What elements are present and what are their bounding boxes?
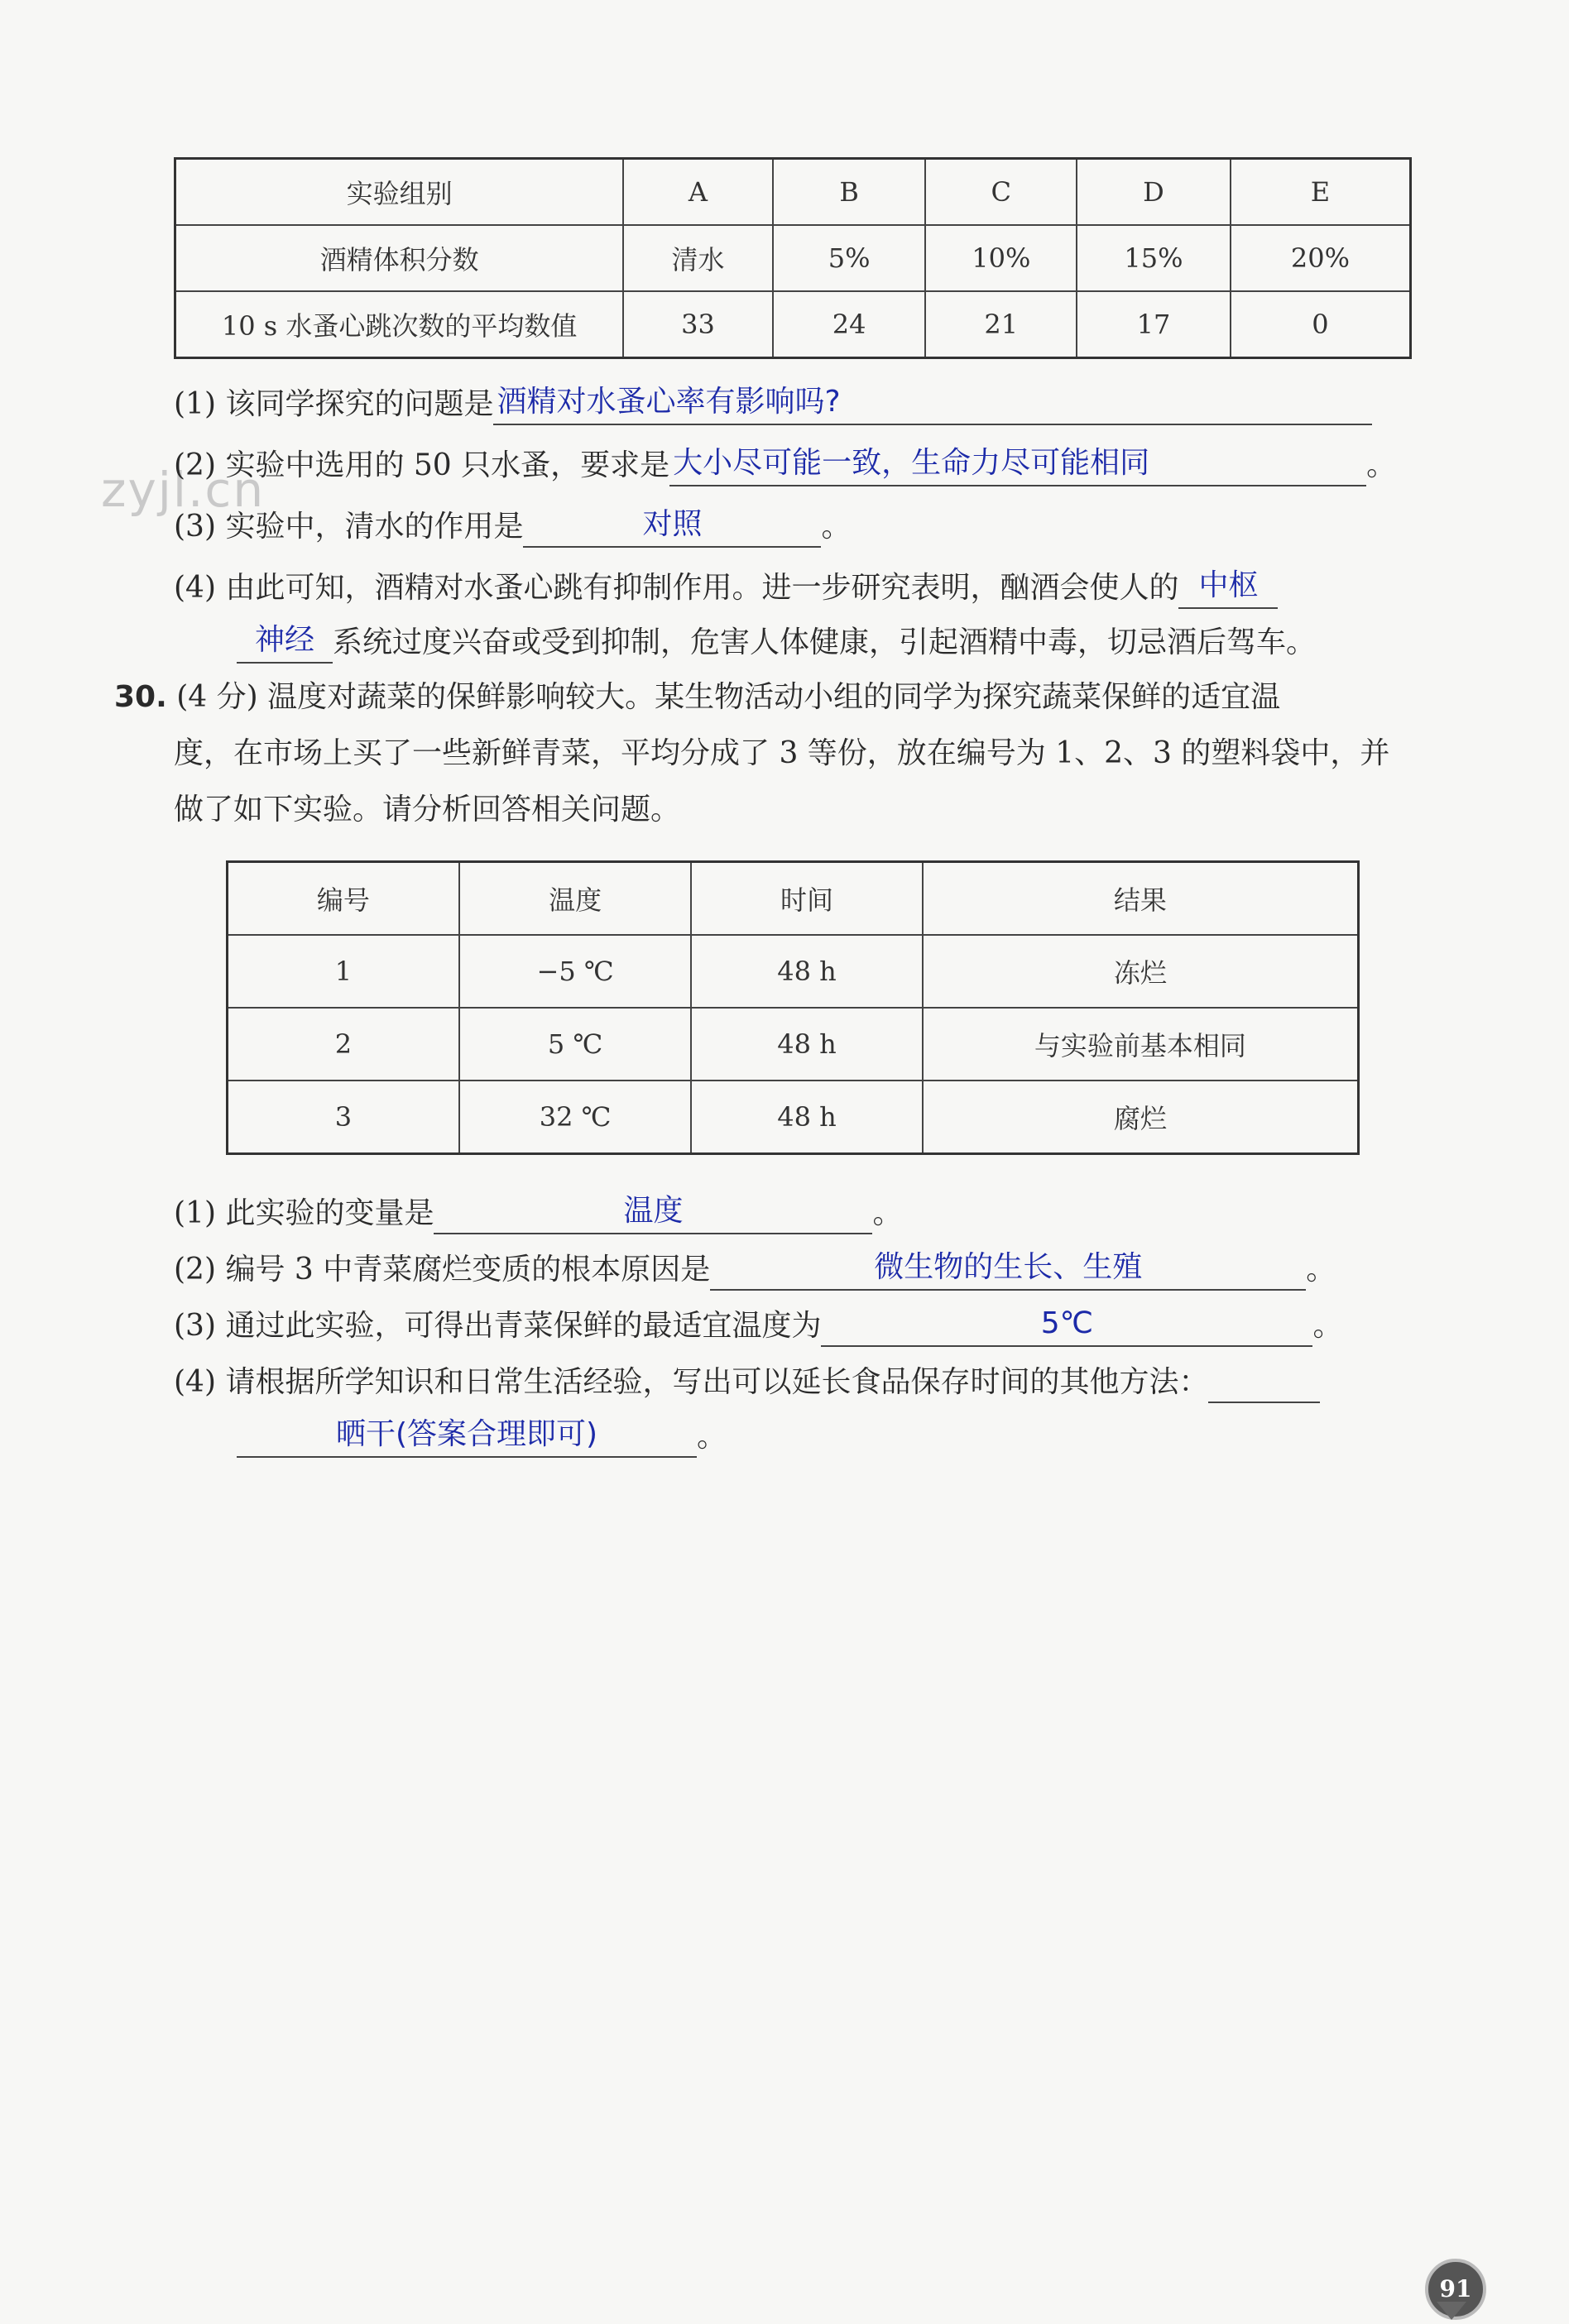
q29-part3	[174, 505, 851, 548]
q29-part4-blank-b[interactable]	[237, 621, 333, 664]
q30-part1-answer: 温度	[623, 1194, 684, 1228]
table-cell: B	[773, 159, 926, 226]
table2-row	[228, 1008, 1359, 1081]
table-cell: 5%	[773, 225, 926, 291]
period: 。	[1306, 1253, 1336, 1287]
q30-intro-line2: 度，在市场上买了一些新鲜青菜，平均分成了 3 等份，放在编号为 1、2、3 的塑料袋中，并	[174, 736, 1390, 770]
q29-part2	[174, 443, 1396, 486]
q30-part2-text: (2) 编号 3 中青菜腐烂变质的根本原因是	[174, 1253, 711, 1287]
table-cell: C	[925, 159, 1077, 226]
table-cell: 2	[228, 1008, 459, 1081]
table-cell: 酒精体积分数	[175, 225, 624, 291]
period: 。	[697, 1420, 727, 1454]
table-cell: 清水	[623, 225, 773, 291]
vegetable-temperature-table	[226, 860, 1360, 1155]
q30-part4-line2	[237, 1415, 727, 1458]
table-cell: 17	[1077, 291, 1231, 358]
period: 。	[821, 510, 852, 544]
q30-part2-blank[interactable]	[710, 1248, 1306, 1291]
q29-part4-blank-a[interactable]	[1178, 566, 1278, 609]
q29-part4-text: (4) 由此可知，酒精对水蚤心跳有抑制作用。进一步研究表明，酗酒会使人的	[174, 571, 1179, 605]
q30-intro-line3: 做了如下实验。请分析回答相关问题。	[174, 793, 681, 827]
q29-part3-blank[interactable]	[523, 505, 821, 548]
q29-part2-blank[interactable]	[669, 443, 1366, 486]
q29-part4-suffix: 系统过度兴奋或受到抑制，危害人体健康，引起酒精中毒，切忌酒后驾车。	[333, 625, 1317, 659]
table-cell: 冻烂	[923, 935, 1359, 1008]
table2-row-header	[228, 862, 1359, 936]
table-cell: 腐烂	[923, 1081, 1359, 1154]
table2-row	[228, 935, 1359, 1008]
q29-part2-answer: 大小尽可能一致，生命力尽可能相同	[673, 446, 1150, 480]
table2-row	[228, 1081, 1359, 1154]
q29-part4-answer-b: 神经	[254, 623, 314, 657]
table-cell: −5 ℃	[459, 935, 691, 1008]
watermark: zyjl.cn	[101, 462, 266, 518]
table-cell: E	[1231, 159, 1411, 226]
q30-part1-text: (1) 此实验的变量是	[174, 1196, 434, 1230]
q30-part3-blank[interactable]	[821, 1304, 1312, 1347]
table1-row	[175, 225, 1411, 291]
table-cell: 48 h	[691, 1008, 922, 1081]
table-cell: 10%	[925, 225, 1077, 291]
q29-part1-text: (1) 该同学探究的问题是	[174, 387, 494, 421]
q29-part1	[174, 382, 1372, 425]
q30-part4-blank-a[interactable]	[1208, 1360, 1320, 1403]
q30-part3	[174, 1304, 1342, 1347]
table-cell: 10 s 水蚤心跳次数的平均数值	[175, 291, 624, 358]
table-cell: 48 h	[691, 935, 922, 1008]
table-cell: 32 ℃	[459, 1081, 691, 1154]
table1-row-header	[175, 159, 1411, 226]
q29-part3-text: (3) 实验中，清水的作用是	[174, 510, 524, 544]
q29-part4-line2	[237, 621, 1316, 664]
q29-part3-answer: 对照	[642, 507, 703, 541]
q29-part1-blank[interactable]	[493, 382, 1372, 425]
q30-part4-text: (4) 请根据所学知识和日常生活经验，写出可以延长食品保存时间的其他方法：	[174, 1365, 1209, 1399]
period: 。	[872, 1196, 903, 1230]
table1-row	[175, 291, 1411, 358]
q30-part3-answer: 5℃	[1040, 1306, 1094, 1340]
table-cell: 24	[773, 291, 926, 358]
table-cell: 1	[228, 935, 459, 1008]
table-cell: 编号	[228, 862, 459, 936]
table-cell: 20%	[1231, 225, 1411, 291]
table-cell: 5 ℃	[459, 1008, 691, 1081]
q30-intro-line1	[114, 677, 1280, 718]
table-cell: 21	[925, 291, 1077, 358]
table-cell: 结果	[923, 862, 1359, 936]
question-number: 30.	[114, 680, 167, 714]
table-cell: 0	[1231, 291, 1411, 358]
table-cell: 与实验前基本相同	[923, 1008, 1359, 1081]
q30-part3-text: (3) 通过此实验，可得出青菜保鲜的最适宜温度为	[174, 1309, 822, 1343]
page-badge-ribbon	[1437, 2302, 1466, 2320]
q30-part4-answer: 晒干(答案合理即可)	[335, 1417, 598, 1451]
period: 。	[1312, 1309, 1343, 1343]
q30-part2-answer: 微生物的生长、生殖	[874, 1250, 1143, 1284]
q30-part2	[174, 1248, 1336, 1291]
q30-intro-text: (4 分) 温度对蔬菜的保鲜影响较大。某生物活动小组的同学为探究蔬菜保鲜的适宜温	[176, 680, 1281, 714]
table-cell: 3	[228, 1081, 459, 1154]
q29-part4-answer-a: 中枢	[1198, 568, 1259, 602]
table-cell: 温度	[459, 862, 691, 936]
period: 。	[1366, 448, 1397, 482]
q30-part4-line1	[174, 1360, 1320, 1403]
table-cell: 15%	[1077, 225, 1231, 291]
q30-part4-blank-b[interactable]	[237, 1415, 697, 1458]
q29-part4-line1	[174, 566, 1278, 609]
table-cell: 时间	[691, 862, 922, 936]
alcohol-experiment-table	[174, 157, 1412, 359]
q29-part2-text: (2) 实验中选用的 50 只水蚤，要求是	[174, 448, 670, 482]
table-cell: A	[623, 159, 773, 226]
q30-part1-blank[interactable]	[434, 1191, 872, 1234]
page-number-badge: 91	[1425, 2259, 1486, 2320]
q30-part1	[174, 1191, 902, 1234]
q29-part1-answer: 酒精对水蚤心率有影响吗?	[497, 385, 841, 419]
table-cell: 33	[623, 291, 773, 358]
table-cell: 实验组别	[175, 159, 624, 226]
table-cell: 48 h	[691, 1081, 922, 1154]
table-cell: D	[1077, 159, 1231, 226]
